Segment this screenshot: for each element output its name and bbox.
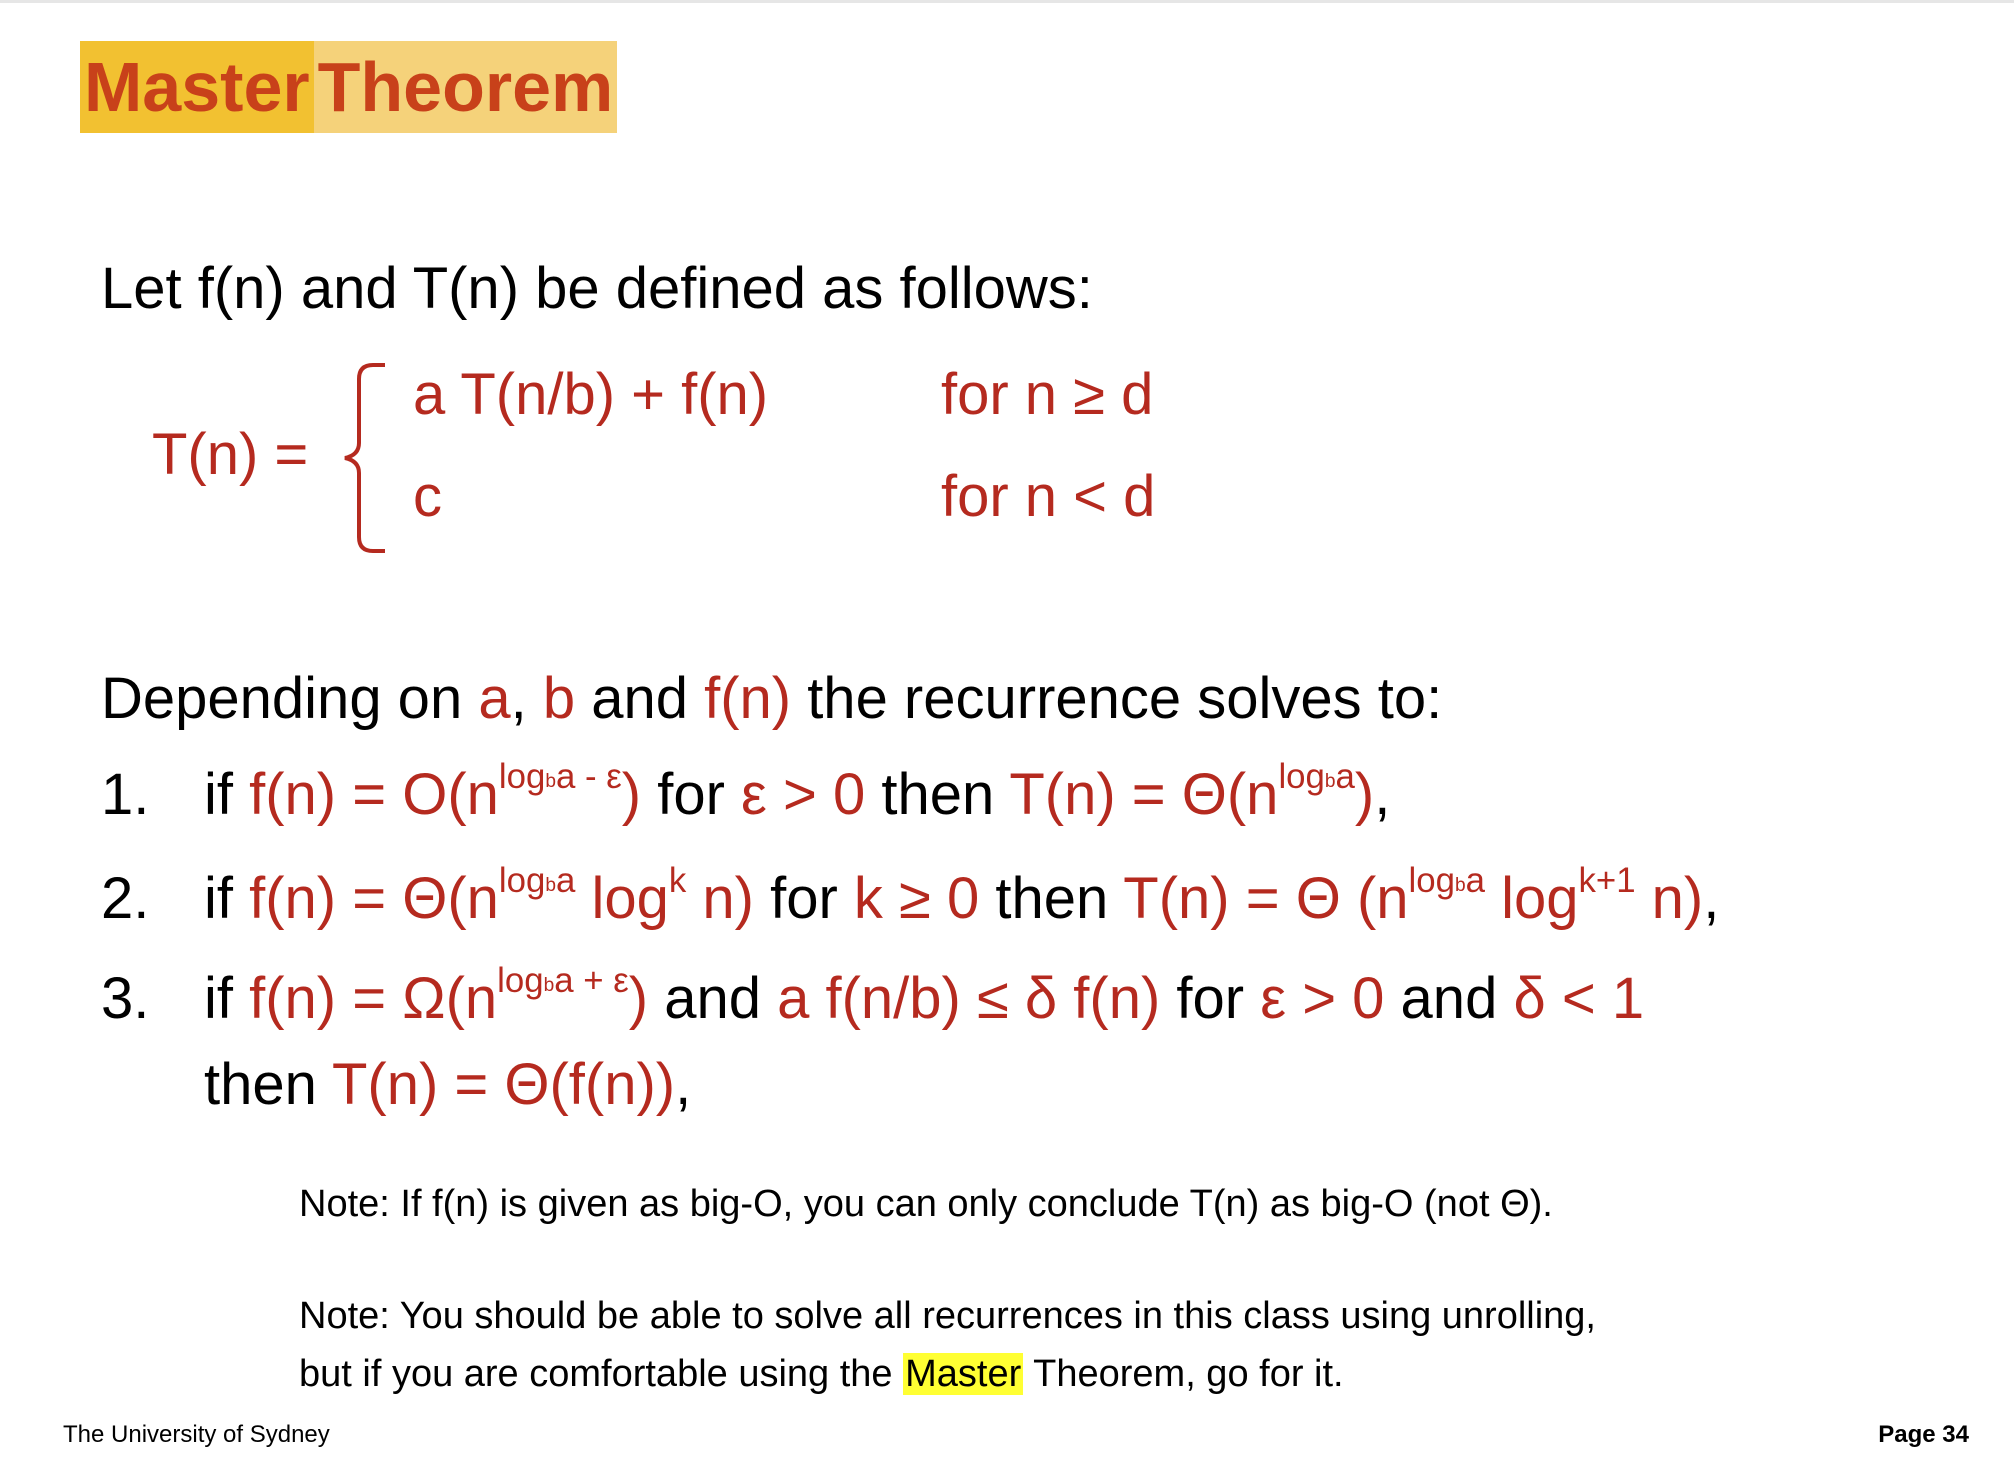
case-3-and: and [648,966,778,1031]
case-3-if: if [204,966,250,1031]
intro-text: Let f(n) and T(n) be defined as follows: [101,256,1093,321]
case-2-result: T(n) = Θ ($n^{log_ba}$ $\log^{k+1} n$) [1123,860,1704,931]
note-line2-pre: but if you are comfortable using the [299,1353,904,1395]
case-1-number: 1. [101,762,150,827]
case-3 [101,960,1645,1032]
case-1-if: if [204,762,250,827]
case-2-number: 2. [101,866,150,931]
note-highlight-master: Master [905,1353,1022,1395]
depending-suffix: the recurrence solves to: [791,666,1443,731]
case-3-regularity: a f(n/b) ≤ δ f(n) [777,966,1161,1031]
note-unrolling-line2 [299,1353,1344,1396]
case2-condition: for n < d [941,464,1156,529]
case-3-continuation [204,1051,691,1118]
case-1-condition: ε > 0 [741,762,866,827]
case2-expression: c [413,464,442,529]
slide-title [80,41,617,133]
param-fn: f(n) [704,666,792,731]
depending-line [101,665,1442,732]
case-1-result: $T(n) = \Theta(n^{log_ba})$ [1009,756,1375,827]
depending-prefix: Depending on [101,666,479,731]
case-1-for: for [641,762,742,827]
recurrence-lhs: T(n) = [152,422,309,487]
title-word-master: Master [80,41,314,133]
case-3-result: T(n) = Θ(f(n)) [331,1052,676,1117]
case-1-end: , [1374,762,1391,827]
note-big-o: Note: If f(n) is given as big-O, you can only conclude T(n) as big-O (not Θ). [299,1183,1553,1225]
case-2-then: then [979,866,1124,931]
footer-institution: The University of Sydney [63,1421,330,1448]
case-2-f: $f(n) = \Theta(n^{log_ba}$ $\log^k n$) [249,860,754,931]
case-2-for: for [753,866,854,931]
case-3-condition-delta: δ < 1 [1513,966,1645,1031]
depending-and: and [575,666,705,731]
case-1-f: $f(n) = O(n^{log_ba - \varepsilon})$ [249,756,642,827]
footer-page-number: Page 34 [1878,1421,1969,1448]
case-1-then: then [865,762,1010,827]
depending-comma: , [510,666,543,731]
case-3-condition-epsilon: ε > 0 [1260,966,1385,1031]
case-3-then: then [204,1052,332,1117]
case-3-for: for [1160,966,1261,1031]
case-3-f: $f(n) = \Omega(n^{log_ba + \varepsilon})$ [249,960,649,1031]
case-3-number: 3. [101,966,150,1031]
case-2-if: if [204,866,250,931]
case-3-and-2: and [1384,966,1514,1031]
title-word-theorem: Theorem [314,41,618,133]
case-2-end: , [1703,866,1720,931]
left-brace-icon [335,363,395,553]
case-3-end: , [675,1052,692,1117]
case-2 [101,860,1720,932]
case1-condition: for n ≥ d [941,362,1154,427]
note-line2-post: Theorem, go for it. [1023,1353,1344,1395]
param-a: a [478,666,511,731]
case-2-condition: k ≥ 0 [853,866,980,931]
param-b: b [542,666,576,731]
case-1 [101,756,1391,828]
case1-expression: a T(n/b) + f(n) [413,362,769,427]
note-unrolling-line1: Note: You should be able to solve all recurrences in this class using unrolling, [299,1295,1596,1337]
